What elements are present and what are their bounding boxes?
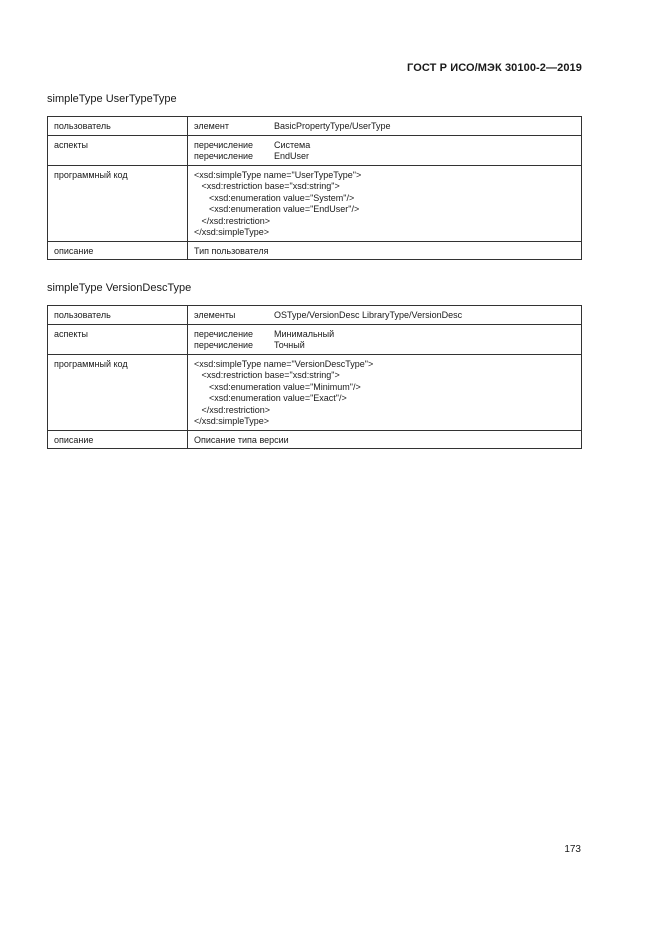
row-value: Описание типа версии bbox=[188, 430, 582, 449]
code-line: </xsd:restriction> bbox=[194, 404, 271, 415]
row-label: аспекты bbox=[48, 324, 188, 354]
row-value bbox=[188, 354, 582, 430]
spec-table-version-desc-type bbox=[47, 305, 582, 449]
row-label: пользователь bbox=[48, 117, 188, 136]
code-line: <xsd:enumeration value="System"/> bbox=[194, 192, 355, 203]
page-number: 173 bbox=[564, 844, 581, 855]
table-row bbox=[48, 241, 582, 260]
table-row bbox=[48, 306, 582, 325]
table-row bbox=[48, 430, 582, 449]
document-standard-code: ГОСТ Р ИСО/МЭК 30100-2—2019 bbox=[407, 62, 582, 74]
row-label: пользователь bbox=[48, 306, 188, 325]
row-value bbox=[188, 135, 582, 165]
row-value bbox=[188, 165, 582, 241]
pair-value: EndUser bbox=[274, 151, 310, 161]
table-row bbox=[48, 165, 582, 241]
pair-value: Минимальный bbox=[274, 328, 335, 339]
table-row bbox=[48, 354, 582, 430]
table-row bbox=[48, 135, 582, 165]
pair-key: перечисление bbox=[194, 151, 254, 161]
pair-value: Система bbox=[274, 139, 311, 150]
pair-key: перечисление bbox=[194, 328, 254, 339]
pair-value: OSType/VersionDesc LibraryType/VersionDesc bbox=[274, 310, 463, 320]
pair-value: Точный bbox=[274, 340, 305, 350]
spec-table-user-type bbox=[47, 116, 582, 260]
row-value bbox=[188, 324, 582, 354]
code-line: </xsd:restriction> bbox=[194, 215, 271, 226]
row-label: программный код bbox=[48, 165, 188, 241]
code-line: <xsd:simpleType name="UserTypeType"> bbox=[194, 169, 362, 180]
pair-key: перечисление bbox=[194, 139, 254, 150]
pair-key: элементы bbox=[194, 310, 236, 320]
row-label: описание bbox=[48, 241, 188, 260]
row-value: Тип пользователя bbox=[188, 241, 582, 260]
row-value bbox=[188, 306, 582, 325]
section-title-user-type: simpleType UserTypeType bbox=[47, 93, 177, 105]
row-label: описание bbox=[48, 430, 188, 449]
row-label: программный код bbox=[48, 354, 188, 430]
table-row bbox=[48, 324, 582, 354]
code-line: <xsd:enumeration value="EndUser"/> bbox=[194, 204, 360, 214]
code-line: </xsd:simpleType> bbox=[194, 227, 270, 237]
code-line: <xsd:restriction base="xsd:string"> bbox=[194, 370, 340, 380]
code-line: <xsd:restriction base="xsd:string"> bbox=[194, 181, 340, 191]
table-row bbox=[48, 117, 582, 136]
row-value bbox=[188, 117, 582, 136]
code-line: <xsd:enumeration value="Exact"/> bbox=[194, 393, 347, 403]
code-line: </xsd:simpleType> bbox=[194, 416, 270, 426]
section-title-version-desc-type: simpleType VersionDescType bbox=[47, 282, 192, 294]
pair-key: перечисление bbox=[194, 340, 254, 350]
row-label: аспекты bbox=[48, 135, 188, 165]
code-line: <xsd:enumeration value="Minimum"/> bbox=[194, 381, 361, 392]
pair-value: BasicPropertyType/UserType bbox=[274, 121, 391, 131]
code-line: <xsd:simpleType name="VersionDescType"> bbox=[194, 358, 374, 369]
pair-key: элемент bbox=[194, 121, 229, 131]
